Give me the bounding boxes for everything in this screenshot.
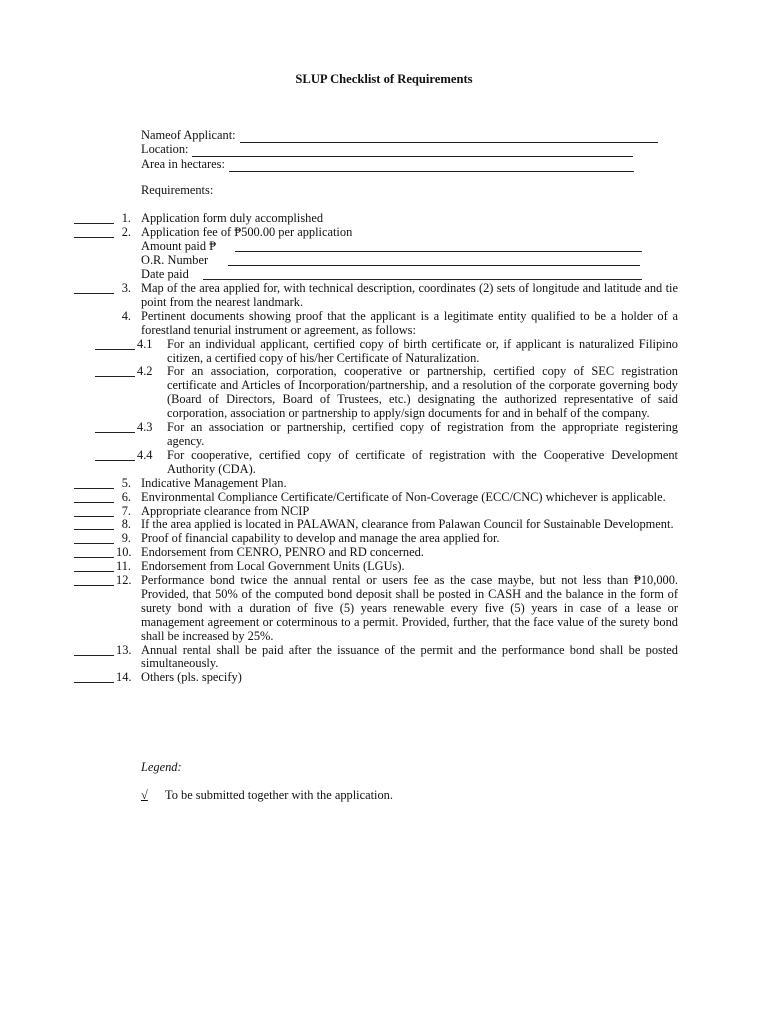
item-text: Map of the area applied for, with technical description, coordinates (2) sets of longitude and latitude and tie point from the nearest landmark. bbox=[141, 281, 678, 309]
amount-paid-field[interactable] bbox=[235, 251, 642, 252]
item-text: Application fee of ₱500.00 per application bbox=[141, 225, 353, 239]
or-number-field[interactable] bbox=[228, 265, 640, 266]
list-item bbox=[0, 421, 768, 449]
item-number: 4.2 bbox=[137, 364, 153, 379]
list-item bbox=[0, 505, 768, 519]
area-label: Area in hectares: bbox=[141, 156, 225, 171]
item-text: Indicative Management Plan. bbox=[141, 475, 287, 490]
check-icon: √ bbox=[141, 788, 148, 802]
checkbox-blank[interactable] bbox=[74, 585, 114, 586]
item-text: For cooperative, certified copy of certificate of registration with the Cooperative Development Authority (CDA). bbox=[167, 447, 678, 476]
checkbox-blank[interactable] bbox=[74, 571, 114, 572]
applicant-name-label: Nameof Applicant: bbox=[141, 127, 236, 142]
applicant-fields bbox=[141, 128, 681, 172]
item-text: Others (pls. specify) bbox=[141, 670, 242, 685]
item-number: 4.3 bbox=[137, 420, 153, 435]
item-number: 5. bbox=[121, 475, 131, 490]
area-field[interactable] bbox=[229, 160, 634, 172]
list-item bbox=[0, 574, 768, 644]
checkbox-blank[interactable] bbox=[74, 516, 114, 517]
amount-paid-label: Amount paid ₱ bbox=[141, 239, 217, 253]
list-item bbox=[0, 644, 768, 672]
item-number: 7. bbox=[121, 503, 131, 518]
item-number: 2. bbox=[121, 225, 131, 239]
checkbox-blank[interactable] bbox=[74, 502, 114, 503]
item-number: 10. bbox=[116, 545, 132, 560]
item-number: 14. bbox=[116, 670, 132, 685]
item-number: 4.1 bbox=[137, 336, 153, 351]
list-item bbox=[0, 671, 768, 685]
checkbox-blank[interactable] bbox=[74, 488, 114, 489]
item-number: 6. bbox=[121, 489, 131, 504]
list-item bbox=[0, 365, 768, 421]
legend-text: To be submitted together with the application. bbox=[165, 788, 393, 802]
checkbox-blank[interactable] bbox=[74, 655, 114, 656]
page-title: SLUP Checklist of Requirements bbox=[295, 72, 473, 86]
list-item bbox=[0, 491, 768, 505]
list-item bbox=[0, 338, 768, 366]
item-text: For an association, corporation, cooperative or partnership, certified copy of SEC registration certificate and Articles of Incorporation/partnership, and a resolution of the corporate governing body (Board of Directors, Board of Trustees, etc.) designating the authorized representative of said corporation, association or partnership to apply/sign documents for and in behalf of the company. bbox=[167, 364, 678, 421]
item-text: For an association or partnership, certified copy of registration from the appropriate registering agency. bbox=[167, 420, 678, 448]
item-number: 1. bbox=[121, 211, 131, 225]
item-text: If the area applied is located in PALAWAN, clearance from Palawan Council for Sustainable Development. bbox=[141, 517, 674, 532]
item-text: Environmental Compliance Certificate/Certificate of Non-Coverage (ECC/CNC) whichever is applicable. bbox=[141, 489, 666, 504]
list-item bbox=[0, 449, 768, 477]
checkbox-blank[interactable] bbox=[74, 543, 114, 544]
item-text: Endorsement from Local Government Units (LGUs). bbox=[141, 559, 405, 574]
list-item bbox=[0, 518, 768, 532]
location-label: Location: bbox=[141, 142, 189, 157]
checkbox-blank[interactable] bbox=[95, 460, 135, 461]
requirements-heading: Requirements: bbox=[141, 183, 214, 197]
item-number: 9. bbox=[121, 531, 131, 546]
checkbox-blank[interactable] bbox=[74, 293, 114, 294]
or-number-row bbox=[0, 254, 768, 268]
applicant-name-field[interactable] bbox=[240, 131, 658, 143]
date-paid-label: Date paid bbox=[141, 267, 189, 281]
checkbox-blank[interactable] bbox=[95, 376, 135, 377]
or-number-label: O.R. Number bbox=[141, 253, 209, 267]
item-number: 12. bbox=[116, 573, 132, 588]
item-text: Proof of financial capability to develop and manage the area applied for. bbox=[141, 531, 500, 546]
list-item bbox=[0, 477, 768, 491]
legend-row bbox=[141, 789, 393, 803]
item-number: 4. bbox=[121, 308, 131, 323]
item-text: Endorsement from CENRO, PENRO and RD concerned. bbox=[141, 545, 424, 560]
list-item bbox=[0, 546, 768, 560]
list-item bbox=[0, 532, 768, 546]
checkbox-blank[interactable] bbox=[95, 432, 135, 433]
list-item bbox=[0, 560, 768, 574]
list-item bbox=[0, 310, 768, 338]
checkbox-blank[interactable] bbox=[74, 223, 114, 224]
applicant-name-row bbox=[141, 128, 681, 143]
checkbox-blank[interactable] bbox=[74, 237, 114, 238]
checkbox-blank[interactable] bbox=[74, 682, 114, 683]
item-text: Appropriate clearance from NCIP bbox=[141, 503, 310, 518]
location-field[interactable] bbox=[192, 145, 633, 157]
item-text: Performance bond twice the annual rental or users fee as the case maybe, but not less than ₱10,000. Provided, that 50% of the computed bond deposit shall be posted in CASH and the balance in the form of surety bond with a duration of five (5) years renewable every five (5) years in case of a lease or management agreement or coterminous to a permit. Provided, further, that the face value of the surety bond shall be increased by 25%. bbox=[141, 573, 678, 643]
location-row bbox=[141, 143, 681, 158]
date-paid-field[interactable] bbox=[203, 279, 642, 280]
item-text: For an individual applicant, certified copy of birth certificate or, if applicant is naturalized Filipino citizen, a certified copy of his/her Certificate of Naturalization. bbox=[167, 336, 678, 365]
list-item bbox=[0, 212, 768, 226]
item-number: 4.4 bbox=[137, 447, 153, 462]
item-number: 8. bbox=[121, 517, 131, 532]
item-text: Pertinent documents showing proof that the applicant is a legitimate entity qualified to be a holder of a forestland tenurial instrument or agreement, as follows: bbox=[141, 308, 678, 337]
item-number: 13. bbox=[116, 642, 132, 657]
item-number: 3. bbox=[121, 281, 131, 295]
checkbox-blank[interactable] bbox=[95, 349, 135, 350]
area-row bbox=[141, 157, 681, 172]
requirements-list bbox=[0, 212, 768, 685]
item-number: 11. bbox=[116, 559, 132, 574]
item-text: Annual rental shall be paid after the issuance of the permit and the performance bond shall be posted simultaneously. bbox=[141, 642, 678, 671]
list-item bbox=[0, 282, 768, 310]
checkbox-blank[interactable] bbox=[74, 529, 114, 530]
legend-title: Legend: bbox=[141, 760, 182, 774]
date-paid-row bbox=[0, 268, 768, 282]
list-item bbox=[0, 226, 768, 240]
item-text: Application form duly accomplished bbox=[141, 211, 324, 225]
checkbox-blank[interactable] bbox=[74, 557, 114, 558]
amount-paid-row bbox=[0, 240, 768, 254]
